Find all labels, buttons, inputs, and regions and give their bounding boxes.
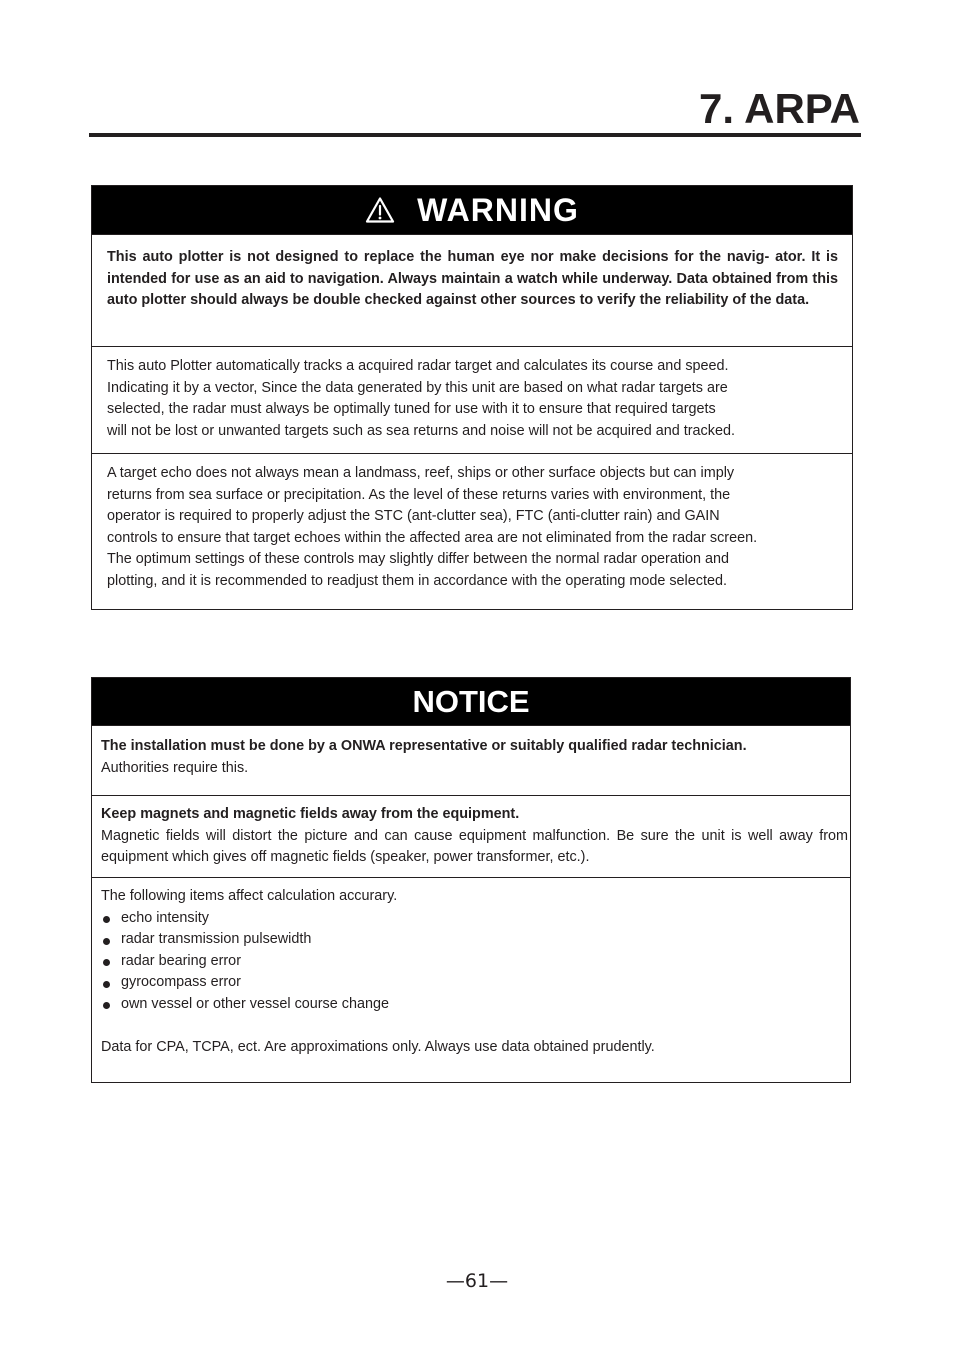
warning-section-echo (92, 453, 852, 610)
spacer (101, 1015, 848, 1037)
list-item-text: echo intensity (121, 909, 209, 926)
notice-installation-text: Authorities require this. (101, 759, 249, 776)
list-item (101, 972, 848, 994)
warning-header (92, 186, 852, 234)
warning-paragraph-2: This auto Plotter automatically tracks a acquired radar target and calculates its course and speed. Indicating it by a vector, Since the data generated by this unit are based on what radar targets are selected, the radar must always be optimally tuned for use with it to ensure that required targets will not be lost or unwanted targets such as sea returns and noise will not be acquired and tracked. (107, 358, 735, 439)
list-item-text: radar transmission pulsewidth (121, 931, 312, 947)
warning-triangle-icon (365, 196, 395, 224)
notice-section-accuracy (92, 877, 850, 1058)
warning-paragraph-3: A target echo does not always mean a landmass, reef, ships or other surface objects but can imply returns from sea surface or precipitation. As the level of these returns varies with environment, the operator is required to properly adjust the STC (ant-clutter sea), FTC (anti-clutter rain) and GAIN controls to ensure that target echoes within the affected area are not eliminated from the radar screen. The optimum settings of these controls may slightly differ between the normal radar operation and plotting, and it is recommended to readjust them in accordance with the operating mode selected. (107, 465, 758, 589)
bullet-icon (103, 959, 110, 966)
notice-box (91, 677, 851, 1083)
notice-accuracy-closing: Data for CPA, TCPA, ect. Are approximations only. Always use data obtained prudently. (101, 1038, 655, 1055)
list-item-text: radar bearing error (121, 952, 241, 969)
list-item (101, 908, 848, 930)
accuracy-items-list (101, 908, 848, 1016)
warning-section-reliability (92, 234, 852, 346)
bullet-icon (103, 1002, 110, 1009)
list-item (101, 994, 848, 1016)
notice-heading: NOTICE (412, 683, 530, 719)
list-item-text: own vessel or other vessel course change (121, 995, 389, 1012)
notice-section-magnets (92, 795, 850, 877)
warning-heading: WARNING (417, 191, 579, 228)
bullet-icon (103, 981, 110, 988)
warning-paragraph-1: This auto plotter is not designed to replace the human eye nor make decisions for the navig- ator. It is intended for use as an aid to navigation. Always maintain a watch while underway. Data obtained from this auto plotter should always be double checked against other sources to verify the reliability of the data. (107, 249, 838, 308)
bullet-icon (103, 916, 110, 923)
warning-section-tracking (92, 346, 852, 453)
title-rule (89, 133, 861, 137)
notice-magnets-bold: Keep magnets and magnetic fields away from the equipment. (101, 806, 520, 822)
warning-box (91, 185, 853, 610)
list-item-text: gyrocompass error (121, 974, 241, 990)
notice-header (92, 678, 850, 725)
bullet-icon (103, 938, 110, 945)
chapter-title: 7. ARPA (698, 85, 860, 132)
list-item (101, 951, 848, 973)
notice-installation-bold: The installation must be done by a ONWA representative or suitably qualified radar technician. (101, 738, 747, 754)
page-number: —61— (445, 1270, 509, 1292)
list-item (101, 929, 848, 951)
notice-accuracy-intro: The following items affect calculation accurary. (101, 888, 398, 904)
notice-section-installation (92, 725, 850, 795)
notice-magnets-text: Magnetic fields will distort the picture and can cause equipment malfunction. Be sure the unit is well away from equipment which gives off magnetic fields (speaker, power transformer, etc.). (101, 827, 848, 865)
